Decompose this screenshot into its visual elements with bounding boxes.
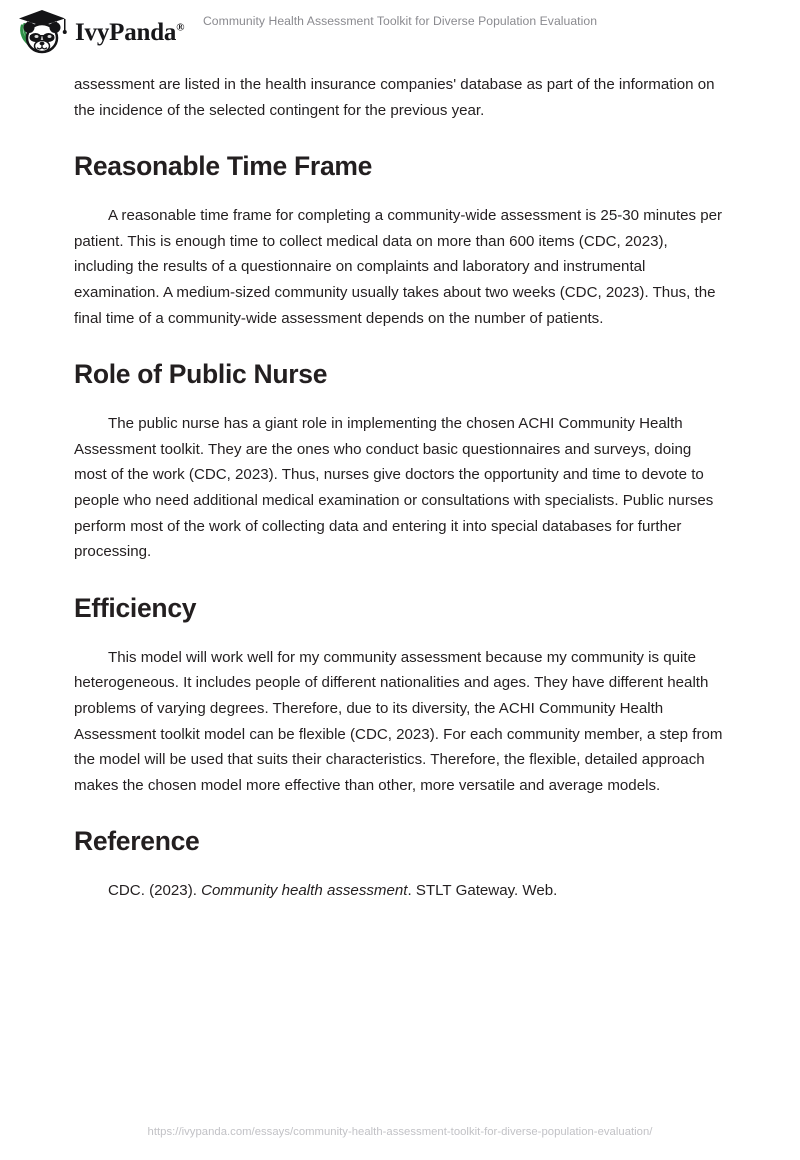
section-paragraph-role-of-public-nurse: The public nurse has a giant role in implementing the chosen ACHI Community Health Assessment toolkit. They are the ones who conduct basic questionnaires and surveys, doing most of the work (CDC, 2023). Thus, nurses give doctors the opportunity and time to devote to people who need additional medical examination or consultations with specialists. Public nurses perform most of the work of collecting data and entering it into special databases for further processing. [74,415,714,561]
spacer [74,798,726,825]
reference-author-year: CDC. (2023). [108,882,202,900]
spacer [74,857,726,878]
spacer [74,624,726,645]
spacer [74,390,726,411]
page-title: Community Health Assessment Toolkit for Diverse Population Evaluation [202,14,598,28]
continued-paragraph: assessment are listed in the health insurance companies' database as part of the information on the incidence of the selected contingent for the previous year. [74,76,715,119]
reference-entry [74,878,726,904]
brand-name-text: IvyPanda [75,18,177,46]
section-paragraph-reasonable-time-frame: A reasonable time frame for completing a community-wide assessment is 25-30 minutes per patient. This is enough time to collect medical data on more than 600 items (CDC, 2023), including the results of a questionnaire on complaints and laboratory and instrumental examination. A medium-sized community usually takes about two weeks (CDC, 2023). Thus, the final time of a community-wide assessment depends on the number of patients. [74,207,723,327]
reference-title: Community health assessment [201,882,408,900]
section-heading-efficiency: Efficiency [74,592,197,623]
spacer [74,331,726,358]
section-paragraph-efficiency: This model will work well for my community assessment because my community is quite heterogeneous. It includes people of different nationalities and ages. They have different health problems of varying degrees. Therefore, due to its diversity, the ACHI Community Health Assessment toolkit model can be flexible (CDC, 2023). For each community member, a step from the model will be used that suits their characteristics. Therefore, the flexible, detailed approach makes the chosen model more effective than other, more versatile and average models. [74,648,723,794]
footer-source-url[interactable]: https://ivypanda.com/essays/community-health-assessment-toolkit-for-diverse-population-evaluation/ [147,1126,653,1138]
registered-trademark-icon: ® [176,21,185,34]
spacer [74,182,726,203]
spacer [74,123,726,150]
page-footer [0,1122,800,1140]
reference-source: . STLT Gateway. Web. [407,882,558,900]
page-header [0,0,800,66]
spacer [74,565,726,592]
section-heading-reasonable-time-frame: Reasonable Time Frame [74,151,373,182]
section-heading-reference: Reference [74,826,200,857]
document-body [74,72,726,904]
section-heading-role-of-public-nurse: Role of Public Nurse [74,359,328,390]
